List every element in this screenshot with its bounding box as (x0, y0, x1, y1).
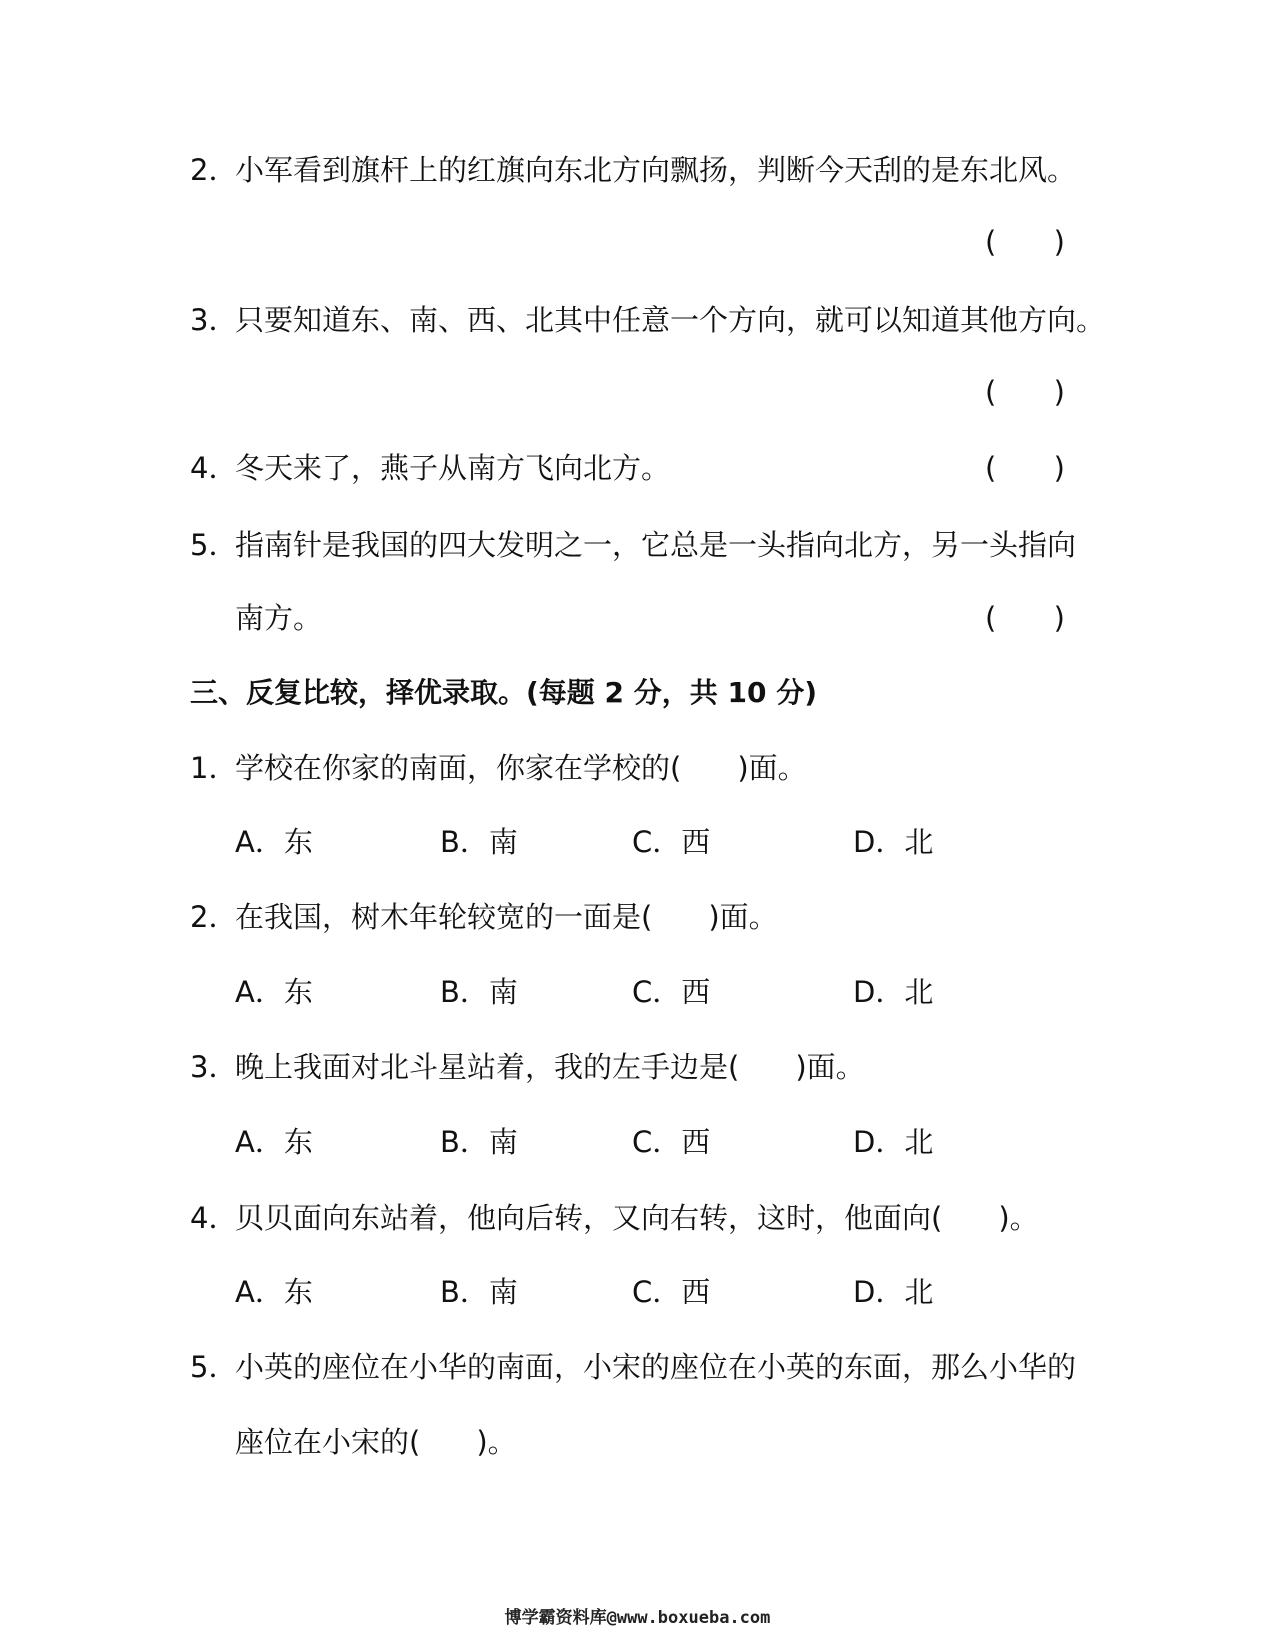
option-a[interactable]: A．东 (235, 825, 313, 859)
item-text-continued: 南方。 (235, 601, 323, 635)
option-c[interactable]: C．西 (632, 825, 711, 859)
question-text: 贝贝面向东站着，他向后转，又向右转，这时，他面向( )。 (235, 1201, 1039, 1235)
option-a[interactable]: A．东 (235, 1275, 313, 1309)
question-number: 3． (190, 1050, 238, 1084)
option-d[interactable]: D．北 (853, 825, 934, 859)
option-a[interactable]: A．东 (235, 975, 313, 1009)
question-text: 小英的座位在小华的南面，小宋的座位在小英的东面，那么小华的 (235, 1350, 1077, 1384)
item-number: 4． (190, 451, 238, 485)
option-b[interactable]: B．南 (440, 1275, 518, 1309)
item-text: 冬天来了，燕子从南方飞向北方。 (235, 451, 671, 485)
question-text: 学校在你家的南面，你家在学校的( )面。 (235, 751, 807, 785)
option-d[interactable]: D．北 (853, 1125, 934, 1159)
answer-parentheses[interactable]: ( ) (985, 225, 1065, 259)
option-b[interactable]: B．南 (440, 975, 518, 1009)
item-text: 指南针是我国的四大发明之一，它总是一头指向北方，另一头指向 (235, 528, 1077, 562)
item-text: 小军看到旗杆上的红旗向东北方向飘扬，判断今天刮的是东北风。 (235, 153, 1077, 187)
option-d[interactable]: D．北 (853, 1275, 934, 1309)
option-c[interactable]: C．西 (632, 1275, 711, 1309)
item-number: 2． (190, 153, 238, 187)
footer-watermark: 博学霸资料库@www.boxueba.com (504, 1608, 771, 1628)
question-number: 4． (190, 1201, 238, 1235)
question-number: 5． (190, 1350, 238, 1384)
option-b[interactable]: B．南 (440, 1125, 518, 1159)
option-a[interactable]: A．东 (235, 1125, 313, 1159)
question-text: 在我国，树木年轮较宽的一面是( )面。 (235, 900, 778, 934)
question-number: 1． (190, 751, 238, 785)
question-text-continued: 座位在小宋的( )。 (235, 1425, 517, 1459)
option-c[interactable]: C．西 (632, 975, 711, 1009)
item-text: 只要知道东、南、西、北其中任意一个方向，就可以知道其他方向。 (235, 303, 1106, 337)
option-d[interactable]: D．北 (853, 975, 934, 1009)
option-c[interactable]: C．西 (632, 1125, 711, 1159)
question-number: 2． (190, 900, 238, 934)
section-heading: 三、反复比较，择优录取。(每题 2 分，共 10 分) (190, 676, 818, 709)
answer-parentheses[interactable]: ( ) (985, 451, 1065, 485)
answer-parentheses[interactable]: ( ) (985, 375, 1065, 409)
option-b[interactable]: B．南 (440, 825, 518, 859)
question-text: 晚上我面对北斗星站着，我的左手边是( )面。 (235, 1050, 865, 1084)
answer-parentheses[interactable]: ( ) (985, 601, 1065, 635)
item-number: 3． (190, 303, 238, 337)
item-number: 5． (190, 528, 238, 562)
